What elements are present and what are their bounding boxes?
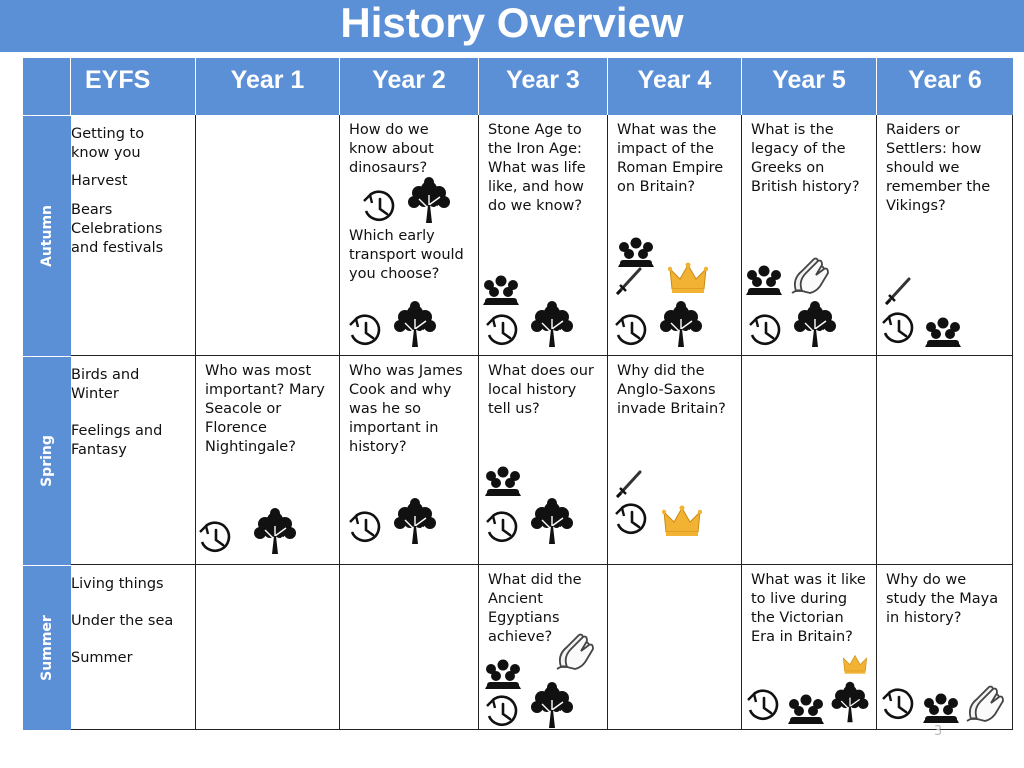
icon-group xyxy=(553,631,599,677)
icon-group xyxy=(196,506,300,562)
cell-autumn-year-4 xyxy=(608,115,742,356)
cell-summer-year-2 xyxy=(340,565,479,730)
icon-group xyxy=(746,299,840,355)
tree-icon xyxy=(527,299,577,355)
clock-icon xyxy=(744,688,784,730)
people-icon xyxy=(744,263,784,301)
cell-autumn-year-3 xyxy=(479,115,608,356)
topic-question: Who was James Cook and why was he so important in history? xyxy=(349,363,463,455)
cell-summer-year-3 xyxy=(479,565,608,730)
history-grid xyxy=(23,58,1013,730)
cell-autumn-year-6 xyxy=(877,115,1013,356)
cell-spring-eyfs xyxy=(71,356,196,565)
tree-icon xyxy=(527,680,577,736)
people-icon xyxy=(786,692,826,730)
icon-group xyxy=(744,255,834,301)
icon-group xyxy=(612,299,706,355)
clock-icon xyxy=(879,311,919,353)
clock-icon xyxy=(746,313,786,355)
clock-icon xyxy=(196,520,236,562)
eyfs-topic: Harvest xyxy=(71,173,128,189)
clock-icon xyxy=(483,694,523,736)
clock-icon xyxy=(346,313,386,355)
header-corner xyxy=(23,58,71,115)
tree-icon xyxy=(390,496,440,552)
topic-question: Stone Age to the Iron Age: What was life like, and how do we know? xyxy=(488,122,586,214)
term-spring xyxy=(23,356,71,565)
icon-group xyxy=(483,680,577,736)
eyfs-topic: Living things xyxy=(71,576,164,592)
praying-hands-icon xyxy=(788,255,834,301)
cell-spring-year-5 xyxy=(742,356,877,565)
clock-icon xyxy=(612,313,652,355)
icon-group xyxy=(614,468,644,504)
topic-question: What is the legacy of the Greeks on British history? xyxy=(751,122,860,195)
eyfs-topic: Birds and Winter xyxy=(71,367,140,402)
tree-icon xyxy=(404,175,454,231)
term-summer xyxy=(23,565,71,730)
sword-icon xyxy=(883,275,913,311)
topic-question: What was the impact of the Roman Empire on Britain? xyxy=(617,122,724,195)
header-year-1: Year 1 xyxy=(196,58,340,115)
icon-group xyxy=(879,311,963,353)
header-eyfs: EYFS xyxy=(71,58,196,115)
topic-question: What did the Ancient Egyptians achieve? xyxy=(488,572,582,645)
eyfs-topic: Feelings and Fantasy xyxy=(71,423,163,458)
term-label: Summer xyxy=(39,615,55,681)
cell-summer-year-6 xyxy=(877,565,1013,730)
cell-summer-year-5 xyxy=(742,565,877,730)
cell-spring-year-6 xyxy=(877,356,1013,565)
clock-icon xyxy=(879,687,919,729)
cell-autumn-year-5 xyxy=(742,115,877,356)
clock-icon xyxy=(483,313,523,355)
header-year-6: Year 6 xyxy=(908,66,982,94)
cell-autumn-year-1 xyxy=(196,115,340,356)
cell-summer-year-4 xyxy=(608,565,742,730)
topic-question: How do we know about dinosaurs? xyxy=(349,122,434,176)
header-year-4: Year 4 xyxy=(608,58,742,115)
clock-icon xyxy=(346,510,386,552)
topic-question: Raiders or Settlers: how should we remember the Vikings? xyxy=(886,122,991,214)
icon-group xyxy=(360,175,454,231)
cell-autumn-year-2 xyxy=(340,115,479,356)
header-year-2: Year 2 xyxy=(340,58,479,115)
cell-summer-year-1 xyxy=(196,565,340,730)
clock-icon xyxy=(360,189,400,231)
cell-spring-year-2 xyxy=(340,356,479,565)
icon-group xyxy=(346,496,440,552)
people-icon xyxy=(923,315,963,353)
tree-icon xyxy=(527,496,577,552)
cell-summer-eyfs xyxy=(71,565,196,730)
eyfs-topic: Getting to know you xyxy=(71,126,145,161)
crown-icon xyxy=(662,504,702,544)
term-label: Autumn xyxy=(39,204,55,268)
cell-autumn-eyfs xyxy=(71,115,196,356)
tree-icon xyxy=(250,506,300,562)
eyfs-topic: Under the sea xyxy=(71,613,174,629)
topic-question: What was it like to live during the Victorian Era in Britain? xyxy=(751,572,866,645)
topic-question: Who was most important? Mary Seacole or Florence Nightingale? xyxy=(205,363,325,455)
topic-question: Why did the Anglo-Saxons invade Britain? xyxy=(617,363,726,417)
icon-group xyxy=(883,275,913,311)
page-title: History Overview xyxy=(340,0,684,46)
crown-icon xyxy=(668,261,708,301)
sword-icon xyxy=(614,468,644,504)
topic-question: Why do we study the Maya in history? xyxy=(886,572,999,626)
page-number: 3 xyxy=(934,724,943,739)
icon-group xyxy=(744,680,872,730)
cell-spring-year-4 xyxy=(608,356,742,565)
tree-icon xyxy=(390,299,440,355)
sword-icon xyxy=(614,265,644,301)
icon-group xyxy=(614,261,708,301)
icon-group xyxy=(483,496,577,552)
topic-question: Which early transport would you choose? xyxy=(349,228,464,282)
eyfs-topic: Summer xyxy=(71,650,133,666)
header-row xyxy=(23,58,1013,115)
praying-hands-icon xyxy=(963,683,1009,729)
eyfs-topic: Bears Celebrations and festivals xyxy=(71,202,164,256)
term-label: Spring xyxy=(39,435,55,487)
topic-question: What does our local history tell us? xyxy=(488,363,594,417)
tree-icon xyxy=(790,299,840,355)
clock-icon xyxy=(612,502,652,544)
crown-icon xyxy=(838,653,872,681)
clock-icon xyxy=(483,510,523,552)
icon-group xyxy=(838,653,872,681)
term-autumn xyxy=(23,115,71,356)
praying-hands-icon xyxy=(553,631,599,677)
header-year-5: Year 5 xyxy=(742,58,877,115)
cell-spring-year-1 xyxy=(196,356,340,565)
icon-group xyxy=(483,299,577,355)
tree-icon xyxy=(656,299,706,355)
icon-group xyxy=(612,502,702,544)
cell-spring-year-3 xyxy=(479,356,608,565)
header-year-3: Year 3 xyxy=(479,58,608,115)
tree-icon xyxy=(828,680,872,730)
icon-group xyxy=(879,683,1009,729)
icon-group xyxy=(346,299,440,355)
